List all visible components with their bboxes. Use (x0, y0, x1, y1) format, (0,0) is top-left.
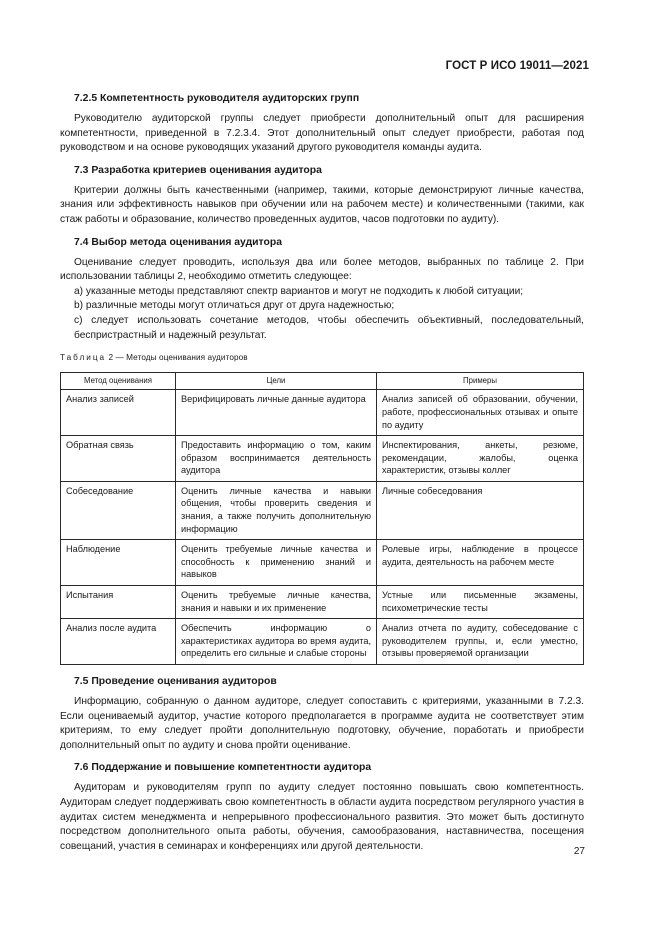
table-cell-goal: Верифицировать личные данные аудитора (176, 390, 377, 436)
table-cell-example: Устные или письменные экзамены, психометрические тесты (377, 586, 584, 619)
table-row (61, 586, 584, 619)
section-7-2-5-text: Руководителю аудиторской группы следует приобрести дополнительный опыт для расширения компетентности, приведенной в 7.2.3.4. Этот дополнительный опыт следует приобрести, работая под руководством и на основе руководящих указаний другого руководителя команды аудита. (60, 113, 584, 154)
table-cell-method: Анализ после аудита (61, 619, 176, 665)
section-7-4-title: 7.4 Выбор метода оценивания аудитора (74, 236, 282, 248)
table-cell-method: Испытания (61, 586, 176, 619)
table-row (61, 619, 584, 665)
table-cell-method: Наблюдение (61, 540, 176, 586)
table-cell-example: Инспектирования, анкеты, резюме, рекомендации, жалобы, оценка характеристик, отзывы коллег (377, 436, 584, 482)
table-row (61, 540, 584, 586)
page-content (60, 92, 584, 862)
section-7-5-text: Информацию, собранную о данном аудиторе, следует сопоставить с критериями, указанными в 7.2.3. Если оцениваемый аудитор, участие которого предполагается в программе аудита не соответствует этим критериям, то ему следует пройти дополнительную подготовку, обучение, поработать и приобрести дополнительный опыт по аудиту и снова пройти оценивание. (60, 696, 584, 751)
column-header-goals: Цели (176, 372, 377, 390)
table-cell-goal: Оценить требуемые личные качества, знания и навыки и их применение (176, 586, 377, 619)
section-7-6-text: Аудиторам и руководителям групп по аудиту следует постоянно повышать свою компетентность. Аудиторам следует поддерживать свою компетентность в области аудита посредством регулярного участия в аудитах систем менеджмента и непрерывного профессионального развития. Это может быть достигнуто посредством дополнительного опыта работы, обучения, самообразования, наставничества, посещения совещаний, участия в семинарах и конференциях или другой деятельности. (60, 782, 584, 852)
section-7-2-5 (60, 92, 584, 156)
section-7-6 (60, 761, 584, 854)
section-7-6-title: 7.6 Поддержание и повышение компетентности аудитора (74, 762, 372, 774)
table-cell-example: Анализ отчета по аудиту, собеседование с руководителем группы, и, если уместно, отзывы проверяемой организации (377, 619, 584, 665)
section-7-2-5-title: 7.2.5 Компетентность руководителя аудиторских групп (74, 93, 360, 104)
section-7-3-title: 7.3 Разработка критериев оценивания аудитора (74, 164, 322, 176)
table-cell-example: Личные собеседования (377, 481, 584, 539)
table-row (61, 481, 584, 539)
section-7-5 (60, 675, 584, 753)
table-cell-goal: Предоставить информацию о том, каким образом воспринимается деятельность аудитора (176, 436, 377, 482)
section-7-4 (60, 236, 584, 344)
table-cell-method: Собеседование (61, 481, 176, 539)
section-7-3-text: Критерии должны быть качественными (например, такими, которые демонстрируют личные качества, знания или эффективность навыков при обучении или на рабочем месте) и количественными (такими, как стаж работы и образование, количество проведенных аудитов, часов подготовки по аудиту). (60, 184, 584, 225)
table-caption (60, 351, 584, 366)
table-cell-example: Ролевые игры, наблюдение в процессе аудита, деятельность на рабочем месте (377, 540, 584, 586)
table-cell-method: Анализ записей (61, 390, 176, 436)
table-cell-goal: Обеспечить информацию о характеристиках аудитора во время аудита, определить его сильные и слабые стороны (176, 619, 377, 665)
section-7-5-title: 7.5 Проведение оценивания аудиторов (74, 676, 277, 687)
list-item: c) следует использовать сочетание методов, чтобы обеспечить объективный, последовательный, беспристрастный и надежный результат. (74, 314, 584, 341)
column-header-examples: Примеры (377, 372, 584, 390)
page-number: 27 (573, 846, 585, 857)
table-header-row (61, 372, 584, 390)
methods-table (60, 372, 584, 665)
section-7-3 (60, 164, 584, 228)
section-7-4-intro: Оценивание следует проводить, используя два или более методов, выбранных по таблице 2. При использовании таблицы 2, необходимо отметить следующее: (60, 256, 584, 283)
list-item: b) различные методы могут отличаться друг от друга надежностью; (74, 300, 395, 312)
column-header-method: Метод оценивания (61, 372, 176, 390)
list-item: а) указанные методы представляют спектр вариантов и могут не подходить к любой ситуации; (74, 285, 524, 297)
standard-header: ГОСТ Р ИСО 19011—2021 (445, 60, 589, 72)
table-cell-example: Анализ записей об образовании, обучении, работе, профессиональных отзывах и опыте по аудиту (377, 390, 584, 436)
table-caption-label: Таблица (60, 353, 107, 363)
table-row (61, 436, 584, 482)
table-cell-goal: Оценить личные качества и навыки общения, чтобы проверить сведения и знания, а также получить дополнительную информацию (176, 481, 377, 539)
table-caption-title: 2 — Методы оценивания аудиторов (106, 353, 248, 363)
table-cell-method: Обратная связь (61, 436, 176, 482)
table-cell-goal: Оценить требуемые личные качества и способность к применению знаний и навыков (176, 540, 377, 586)
table-row (61, 390, 584, 436)
